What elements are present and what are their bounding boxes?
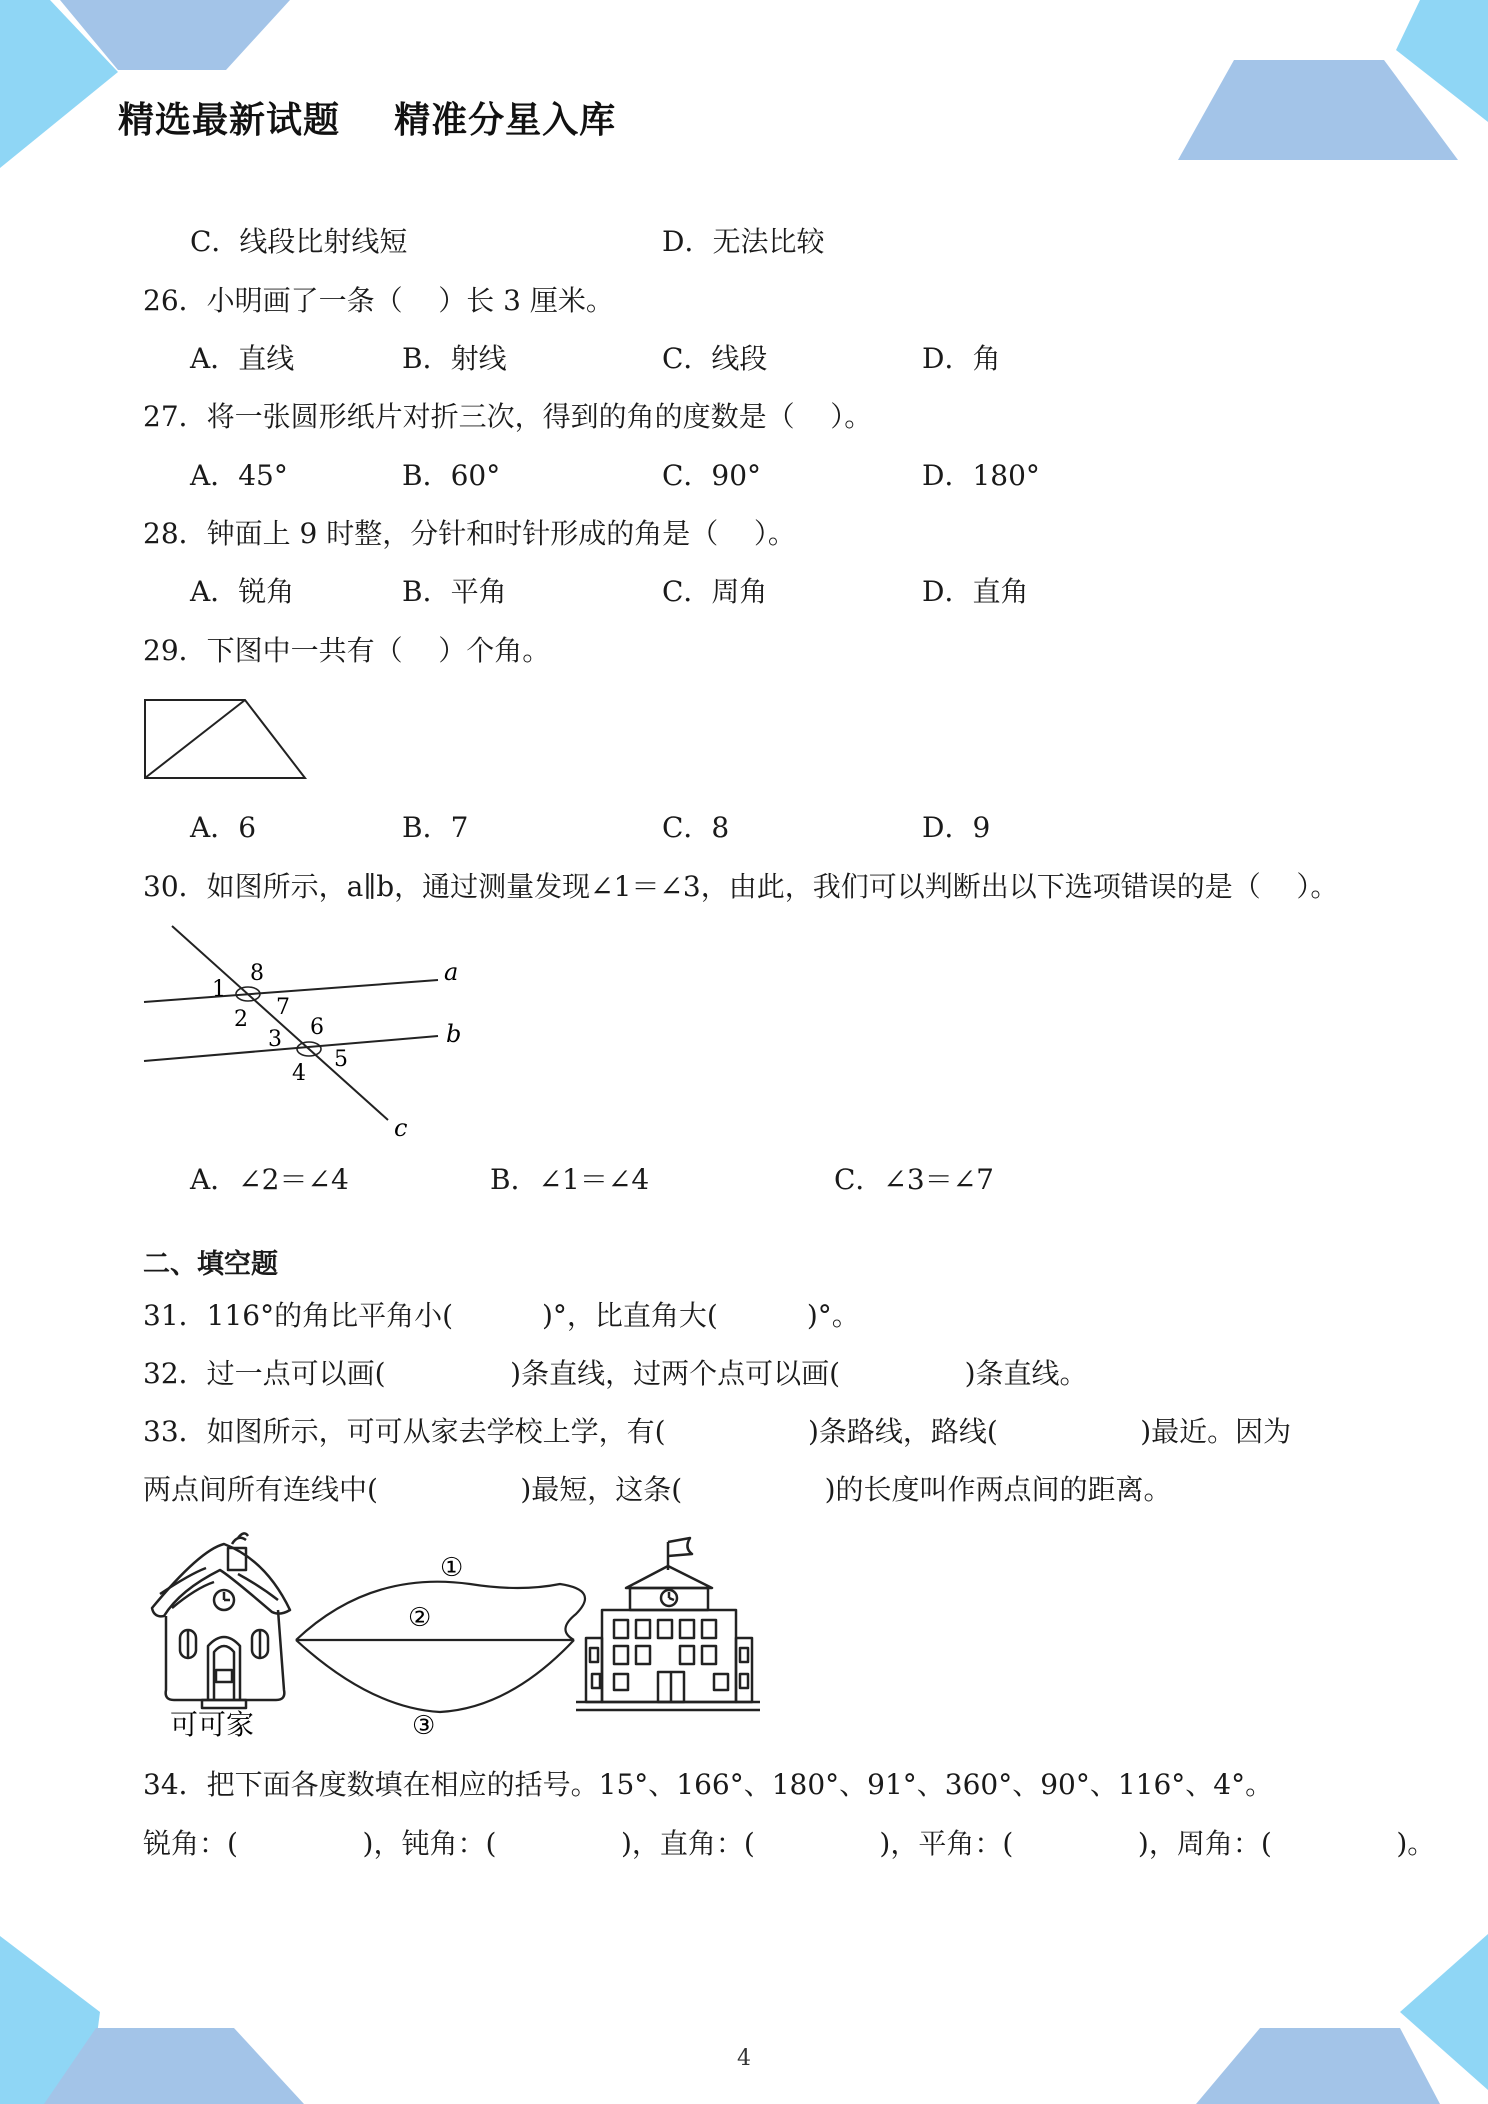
- question-33-line1: 33．如图所示，可可从家去学校上学，有( )条路线，路线( )最近。因为: [143, 1415, 1292, 1448]
- q25-option-d: D．无法比较: [662, 225, 825, 258]
- q30-option-b: B．∠1＝∠4: [490, 1163, 650, 1196]
- label-a: a: [444, 958, 459, 986]
- question-30-stem: 30．如图所示，a∥b，通过测量发现∠1＝∠3，由此，我们可以判断出以下选项错误的是（ ）。: [143, 870, 1339, 903]
- line-b: [144, 1036, 438, 1061]
- q30-parallel-lines-figure: [138, 918, 468, 1144]
- q29-option-c: C．8: [662, 811, 730, 844]
- q33-route-figure: [140, 1530, 780, 1740]
- q30-option-a: A．∠2＝∠4: [190, 1163, 349, 1196]
- q29-option-d: D．9: [922, 811, 991, 844]
- bottom-left-decoration: [0, 1936, 304, 2104]
- angle-label-6: 6: [310, 1015, 324, 1040]
- q28-option-d: D．直角: [922, 575, 1029, 608]
- q27-option-b: B．60°: [402, 459, 501, 492]
- page-number: 4: [737, 2046, 751, 2071]
- q27-option-d: D．180°: [922, 459, 1040, 492]
- header-title: 精选最新试题 精准分星入库: [118, 100, 617, 141]
- angle-label-1: 1: [212, 977, 226, 1002]
- q26-option-b: B．射线: [402, 342, 507, 375]
- line-c: [172, 926, 388, 1120]
- q26-option-d: D．角: [922, 342, 1001, 375]
- route-1: [296, 1582, 585, 1640]
- route-label-3: ③: [412, 1711, 436, 1740]
- route-label-1: ①: [440, 1553, 464, 1583]
- route-3: [296, 1640, 574, 1712]
- question-27-stem: 27．将一张圆形纸片对折三次，得到的角的度数是（ ）。: [143, 400, 873, 433]
- angle-label-2: 2: [234, 1007, 248, 1032]
- label-c: c: [394, 1114, 408, 1142]
- angle-label-3: 3: [268, 1027, 282, 1052]
- route-label-2: ②: [408, 1603, 432, 1633]
- label-b: b: [446, 1020, 462, 1048]
- q25-option-c: C．线段比射线短: [190, 225, 408, 258]
- q28-option-a: A．锐角: [190, 575, 295, 608]
- q28-option-b: B．平角: [402, 575, 507, 608]
- q27-option-c: C．90°: [662, 459, 762, 492]
- question-31: 31．116°的角比平角小( )°，比直角大( )°。: [143, 1299, 860, 1332]
- school-icon: [576, 1538, 760, 1710]
- q26-option-c: C．线段: [662, 342, 768, 375]
- routes: [296, 1582, 585, 1712]
- q27-option-a: A．45°: [190, 459, 288, 492]
- question-34-line1: 34．把下面各度数填在相应的括号。15°、166°、180°、91°、360°、90°、116°、4°。: [143, 1768, 1274, 1801]
- angle-label-7: 7: [276, 995, 290, 1020]
- q29-option-a: A．6: [190, 811, 257, 844]
- question-34-line2: 锐角：( )，钝角：( )，直角：( )，平角：( )，周角：( )。: [143, 1827, 1436, 1860]
- question-26-stem: 26．小明画了一条（ ）长 3 厘米。: [143, 284, 614, 317]
- q26-option-a: A．直线: [190, 342, 295, 375]
- question-29-stem: 29．下图中一共有（ ）个角。: [143, 634, 551, 667]
- home-label: 可可家: [170, 1708, 255, 1740]
- house-icon: [152, 1533, 290, 1708]
- question-32: 32．过一点可以画( )条直线，过两个点可以画( )条直线。: [143, 1357, 1088, 1390]
- q29-option-b: B．7: [402, 811, 469, 844]
- q30-option-c: C．∠3＝∠7: [834, 1163, 994, 1196]
- q28-option-c: C．周角: [662, 575, 768, 608]
- line-a: [144, 980, 438, 1002]
- question-33-line2: 两点间所有连线中( )最短，这条( )的长度叫作两点间的距离。: [143, 1473, 1172, 1506]
- angle-label-5: 5: [334, 1047, 348, 1072]
- angle-label-4: 4: [292, 1061, 306, 1086]
- question-28-stem: 28．钟面上 9 时整，分针和时针形成的角是（ ）。: [143, 517, 796, 550]
- top-right-decoration: [1178, 0, 1488, 160]
- section-2-title: 二、填空题: [143, 1249, 278, 1280]
- q29-trapezoid-figure: [140, 690, 320, 786]
- angle-label-8: 8: [250, 961, 264, 986]
- bottom-right-decoration: [1196, 1934, 1488, 2104]
